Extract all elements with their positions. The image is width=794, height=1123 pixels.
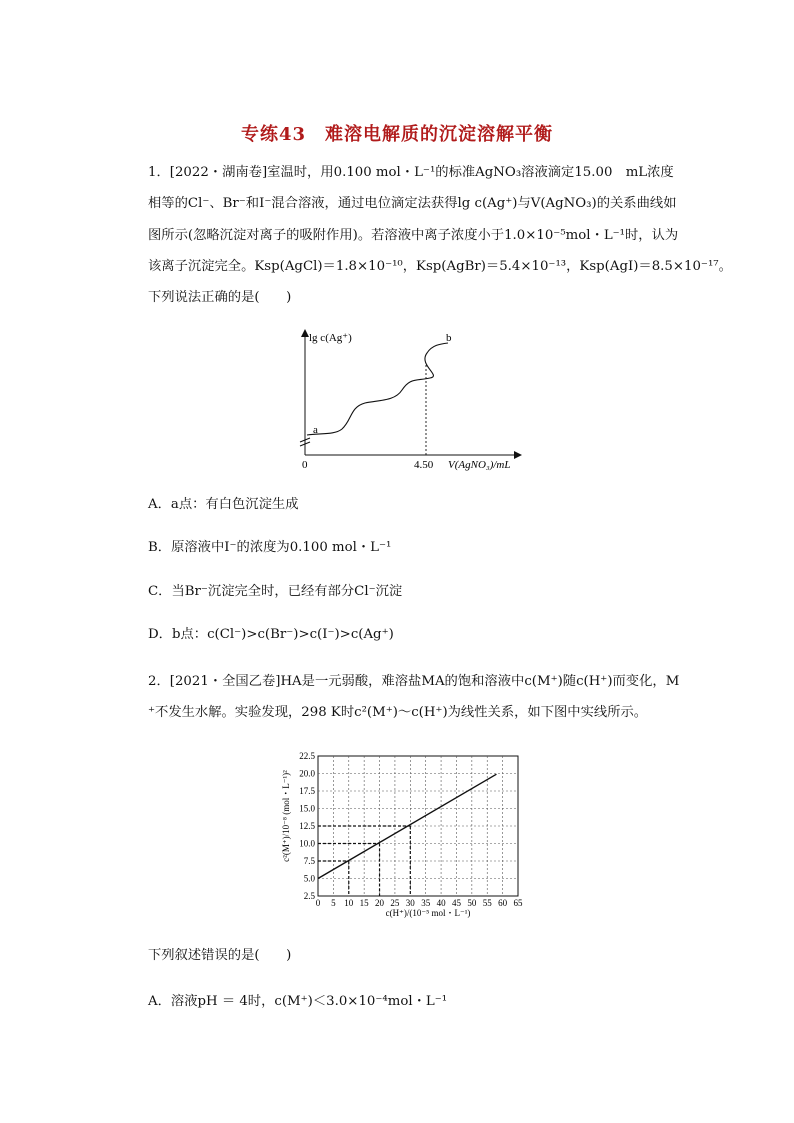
q1-option-b: B．原溶液中I⁻的浓度为0.100 mol・L⁻¹ bbox=[148, 540, 392, 555]
x-tick-label: 45 bbox=[451, 898, 461, 908]
point-a-label: a bbox=[313, 424, 318, 436]
y-axis-label: lg c(Ag⁺) bbox=[309, 332, 352, 344]
x-axis-label: V(AgNO₃)/mL bbox=[448, 459, 511, 471]
linear-relation-chart bbox=[275, 740, 550, 925]
x-tick-label: 40 bbox=[436, 898, 446, 908]
page-title: 专练43 难溶电解质的沉淀溶解平衡 bbox=[240, 124, 554, 145]
x-tick-label: 20 bbox=[375, 898, 385, 908]
origin-label: 0 bbox=[302, 459, 308, 471]
q2-line-2: ⁺不发生水解。实验发现，298 K时c²(M⁺)～c(H⁺)为线性关系，如下图中实线所示。 bbox=[148, 705, 648, 720]
x-tick-label: 25 bbox=[390, 898, 400, 908]
x-tick-label: 10 bbox=[344, 898, 354, 908]
q1-line-5: 下列说法正确的是( ) bbox=[148, 290, 292, 305]
y-tick-label: 22.5 bbox=[299, 751, 315, 761]
x-tick-label: 30 bbox=[405, 898, 415, 908]
y-tick-label: 10.0 bbox=[299, 838, 315, 849]
point-b-label: b bbox=[446, 332, 452, 344]
q1-line-3: 图所示(忽略沉淀对离子的吸附作用)。若溶液中离子浓度小于1.0×10⁻⁵mol・L⁻¹时，认为 bbox=[148, 228, 679, 243]
x-tick-label: 15 bbox=[359, 898, 369, 908]
titration-curve bbox=[307, 343, 448, 435]
titration-curve-figure bbox=[280, 325, 540, 475]
y-tick-label: 5.0 bbox=[303, 873, 315, 884]
x-mark-label: 4.50 bbox=[414, 459, 434, 471]
y-tick-label: 2.5 bbox=[303, 891, 315, 901]
y-tick-label: 12.5 bbox=[299, 821, 315, 831]
x-tick-label: 60 bbox=[498, 898, 508, 908]
chart-x-axis-label: c(H⁺)/(10⁻⁵ mol・L⁻¹) bbox=[385, 908, 471, 918]
q2-option-a: A．溶液pH ＝ 4时，c(M⁺)＜3.0×10⁻⁴mol・L⁻¹ bbox=[148, 994, 448, 1009]
q1-line-1: 1．[2022・湖南卷]室温时，用0.100 mol・L⁻¹的标准AgNO₃溶液滴定15.00 mL浓度 bbox=[148, 165, 674, 180]
y-tick-label: 15.0 bbox=[299, 803, 315, 814]
q1-line-4: 该离子沉淀完全。Ksp(AgCl)＝1.8×10⁻¹⁰，Ksp(AgBr)＝5.4×10⁻¹³，Ksp(AgI)＝8.5×10⁻¹⁷。 bbox=[148, 259, 732, 274]
q1-option-c: C．当Br⁻沉淀完全时，已经有部分Cl⁻沉淀 bbox=[148, 584, 403, 599]
x-tick-label: 55 bbox=[482, 898, 492, 908]
x-tick-label: 35 bbox=[421, 898, 431, 908]
x-tick-label: 50 bbox=[467, 898, 477, 908]
x-tick-label: 5 bbox=[331, 898, 336, 908]
q1-option-a: A．a点：有白色沉淀生成 bbox=[148, 497, 299, 512]
q2-line-1: 2．[2021・全国乙卷]HA是一元弱酸，难溶盐MA的饱和溶液中c(M⁺)随c(H⁺)而变化，M bbox=[148, 674, 680, 689]
q2-question: 下列叙述错误的是( ) bbox=[148, 948, 292, 963]
q1-line-2: 相等的Cl⁻、Br⁻和I⁻混合溶液，通过电位滴定法获得lg c(Ag⁺)与V(AgNO₃)的关系曲线如 bbox=[148, 196, 677, 211]
x-tick-label: 0 bbox=[315, 898, 321, 908]
chart-y-axis-label: c²(M⁺)/10⁻⁸ (mol・L⁻¹)² bbox=[281, 770, 291, 862]
q1-option-d: D．b点：c(Cl⁻)>c(Br⁻)>c(I⁻)>c(Ag⁺) bbox=[148, 627, 394, 642]
x-tick-label: 65 bbox=[513, 898, 523, 908]
y-tick-label: 17.5 bbox=[299, 786, 315, 796]
y-tick-label: 20.0 bbox=[299, 768, 315, 779]
y-tick-label: 7.5 bbox=[303, 856, 315, 866]
